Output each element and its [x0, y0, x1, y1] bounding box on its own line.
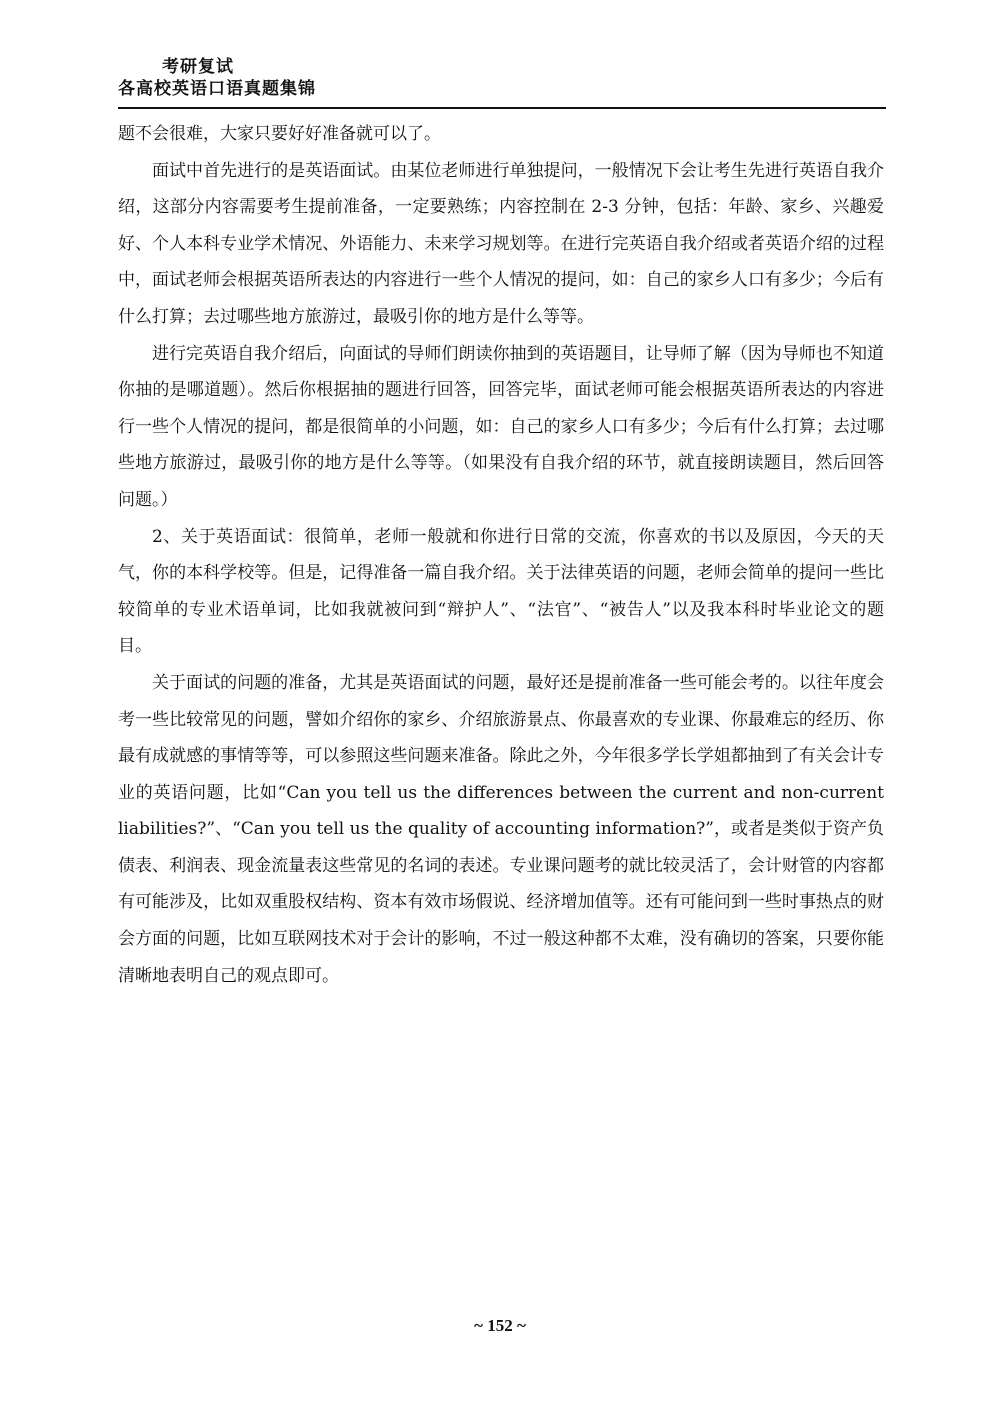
page-number: ~ 152 ~ [474, 1316, 526, 1335]
header-book-title: 各高校英语口语真题集锦 [118, 79, 316, 99]
page-body [118, 116, 884, 994]
paragraph-reading-question: 进行完英语自我介绍后，向面试的导师们朗读你抽到的英语题目，让导师了解（因为导师也不知道你抽的是哪道题）。然后你根据抽的题进行回答，回答完毕，面试老师可能会根据英语所表达的内容进行一些个人情况的提问，都是很简单的小问题，如：自己的家乡人口有多少；今后有什么打算；去过哪些地方旅游过，最吸引你的地方是什么等等。（如果没有自我介绍的环节，就直接朗读题目，然后回答问题。） [118, 343, 884, 510]
header-series-title: 考研复试 [162, 57, 234, 77]
paragraph-continuation: 题不会很难，大家只要好好准备就可以了。 [118, 124, 441, 144]
paragraph-preparation: 关于面试的问题的准备，尤其是英语面试的问题，最好还是提前准备一些可能会考的。以往年度会考一些比较常见的问题，譬如介绍你的家乡、介绍旅游景点、你最喜欢的专业课、你最难忘的经历、你最有成就感的事情等等，可以参照这些问题来准备。除此之外，今年很多学长学姐都抽到了有关会计专业的英语问题，比如“Can you tell us the differences between the current and non-current liabilities?”、“Can you tell us the quality of accounting information?”，或者是类似于资产负债表、利润表、现金流量表这些常见的名词的表述。专业课问题考的就比较灵活了，会计财管的内容都有可能涉及，比如双重股权结构、资本有效市场假说、经济增加值等。还有可能问到一些时事热点的财会方面的问题，比如互联网技术对于会计的影响，不过一般这种都不太难，没有确切的答案，只要你能清晰地表明自己的观点即可。 [118, 672, 884, 986]
paragraph-english-interview: 2、关于英语面试：很简单，老师一般就和你进行日常的交流，你喜欢的书以及原因，今天的天气，你的本科学校等。但是，记得准备一篇自我介绍。关于法律英语的问题，老师会简单的提问一些比较简单的专业术语单词，比如我就被问到“辩护人”、“法官”、“被告人”以及我本科时毕业论文的题目。 [118, 526, 884, 657]
header-divider [118, 107, 886, 109]
running-header [118, 56, 888, 100]
paragraph-interview-process: 面试中首先进行的是英语面试。由某位老师进行单独提问，一般情况下会让考生先进行英语自我介绍，这部分内容需要考生提前准备，一定要熟练；内容控制在 2-3 分钟，包括：年龄、家乡、兴趣爱好、个人本科专业学术情况、外语能力、未来学习规划等。在进行完英语自我介绍或者英语介绍的过程中，面试老师会根据英语所表达的内容进行一些个人情况的提问，如：自己的家乡人口有多少；今后有什么打算；去过哪些地方旅游过，最吸引你的地方是什么等等。 [118, 160, 884, 327]
